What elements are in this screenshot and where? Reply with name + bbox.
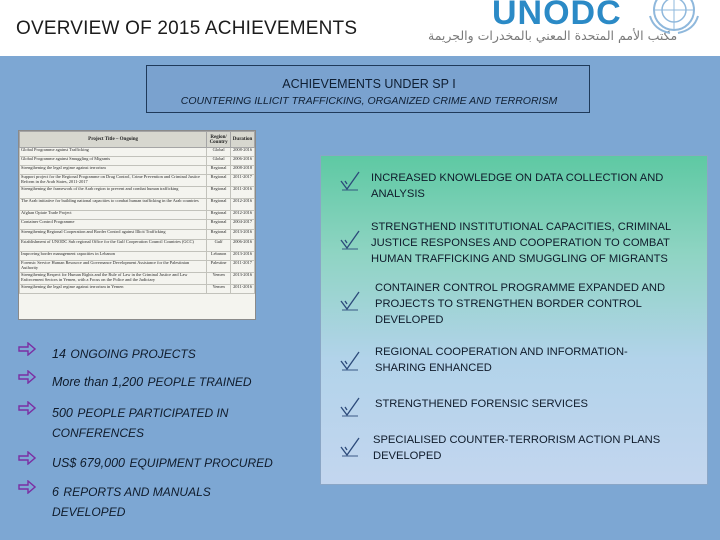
region-cell: Palestine (207, 261, 231, 273)
stat-number: 6 (52, 485, 59, 499)
table-row (20, 166, 255, 175)
region-cell: Regional (207, 199, 231, 211)
table-row (20, 230, 255, 240)
table-row (20, 285, 255, 294)
table-row (20, 252, 255, 261)
project-title-cell: Strengthening Regional Cooperation and Border Control against Illicit Trafficking (20, 230, 207, 240)
table-row (20, 175, 255, 187)
project-title-cell: Strengthening the legal regime against terrorism in Yemen (20, 285, 207, 294)
column-header: Duration (231, 132, 255, 148)
duration-cell: 2011-2017 (231, 261, 255, 273)
stat-number: 14 (52, 347, 66, 361)
duration-cell: 2011-2016 (231, 285, 255, 294)
checkmark-icon (339, 290, 361, 312)
table-row (20, 148, 255, 157)
sp-title: ACHIEVEMENTS UNDER SP I (282, 77, 456, 91)
region-cell: Regional (207, 187, 231, 199)
duration-cell: 2004-2017 (231, 220, 255, 230)
project-title-cell: Establishment of UNODC Sub regional Office for the Gulf Cooperation Council Countries (GCC) (20, 240, 207, 252)
achievement-text: CONTAINER CONTROL PROGRAMME EXPANDED AND PROJECTS TO STRENGTHEN BORDER CONTROL DEVELOPED (375, 282, 666, 326)
table-row (20, 157, 255, 166)
region-cell: Regional (207, 220, 231, 230)
table-row (20, 199, 255, 211)
duration-cell: 2013-2016 (231, 230, 255, 240)
project-title-cell: Strengthening Respect for Human Rights and the Rule of Law in the Criminal Justice and Law Enforcement Sectors in Yemen, with a Focus on the Police and the Judiciary (20, 273, 207, 285)
project-title-cell: Forensic Service Human Resource and Governance Development Assistance for the Palestinian Authority (20, 261, 207, 273)
project-title-cell: Support project for the Regional Programme on Drug Control, Crime Prevention and Criminal Justice Reform in the Arab States, 2011-2017 (20, 175, 207, 187)
column-header: Project Title – Ongoing (20, 132, 207, 148)
region-cell: Regional (207, 211, 231, 220)
arrow-right-icon (18, 342, 36, 356)
duration-cell: 2008-2016 (231, 148, 255, 157)
region-cell: Global (207, 157, 231, 166)
project-title-cell: Afghan Opiate Trade Project (20, 211, 207, 220)
stat-text: EQUIPMENT PROCURED (129, 456, 273, 470)
checkmark-icon (339, 436, 361, 458)
region-cell: Global (207, 148, 231, 157)
stat-text: ONGOING PROJECTS (70, 347, 196, 361)
arrow-right-icon (18, 401, 36, 415)
unodc-arabic-name: مكتب الأمم المتحدة المعني بالمخدرات والجريمة (428, 28, 678, 43)
slide-header (0, 0, 720, 56)
achievement-text: STRENGTHEND INSTITUTIONAL CAPACITIES, CRIMINAL JUSTICE RESPONSES AND COOPERATION TO COMBAT HUMAN TRAFFICKING AND SMUGGLING OF MIGRANTS (371, 221, 671, 265)
duration-cell: 2011-2017 (231, 175, 255, 187)
table-row (20, 261, 255, 273)
stat-number: More than 1,200 (52, 375, 144, 389)
checkmark-icon (339, 350, 361, 372)
duration-cell: 2006-2016 (231, 157, 255, 166)
project-title-cell: Global Programme against Trafficking (20, 148, 207, 157)
region-cell: Regional (207, 166, 231, 175)
slide-body (0, 56, 720, 540)
table-row (20, 220, 255, 230)
arrow-right-icon (18, 370, 36, 384)
duration-cell: 2011-2016 (231, 187, 255, 199)
project-title-cell: Strengthening the legal regime against terrorism (20, 166, 207, 175)
checkmark-icon (339, 396, 361, 418)
region-cell: Yemen (207, 273, 231, 285)
table-header-row (20, 132, 255, 148)
ongoing-projects-table (18, 130, 256, 320)
un-emblem-icon (640, 0, 708, 34)
region-cell: Regional (207, 175, 231, 187)
table-row (20, 240, 255, 252)
duration-cell: 2012-2016 (231, 211, 255, 220)
slide-title: OVERVIEW OF 2015 ACHIEVEMENTS (16, 18, 358, 39)
achievement-text: STRENGTHENED FORENSIC SERVICES (375, 398, 589, 410)
project-title-cell: The Arab initiative for building national capacities to combat human trafficking in the Arab countries (20, 199, 207, 211)
stat-number: 500 (52, 406, 73, 420)
checkmark-icon (339, 170, 361, 192)
project-title-cell: Strengthening the framework of the Arab region to prevent and combat human trafficking (20, 187, 207, 199)
achievement-text: REGIONAL COOPERATION AND INFORMATION-SHARING ENHANCED (375, 346, 628, 374)
sp-subtitle: COUNTERING ILLICIT TRAFFICKING, ORGANIZED CRIME AND TERRORISM (180, 95, 558, 107)
stat-text: PEOPLE TRAINED (147, 375, 252, 389)
table-body (20, 148, 255, 294)
region-cell: Yemen (207, 285, 231, 294)
duration-cell: 2008-2018 (231, 166, 255, 175)
region-cell: Lebanon (207, 252, 231, 261)
project-title-cell: Container Control Programme (20, 220, 207, 230)
sp-heading-box (146, 65, 590, 113)
stat-number: US$ 679,000 (52, 456, 125, 470)
region-cell: Gulf (207, 240, 231, 252)
duration-cell: 2006-2016 (231, 240, 255, 252)
arrow-right-icon (18, 451, 36, 465)
duration-cell: 2012-2016 (231, 199, 255, 211)
project-title-cell: Global Programme against Smuggling of Migrants (20, 157, 207, 166)
achievements-panel (320, 155, 708, 485)
table-row (20, 211, 255, 220)
unodc-logo: UNODC (492, 0, 622, 32)
table-row (20, 187, 255, 199)
stat-text: REPORTS AND MANUALS DEVELOPED (52, 485, 211, 519)
region-cell: Regional (207, 230, 231, 240)
project-title-cell: Improving border management capacities in Lebanon (20, 252, 207, 261)
duration-cell: 2013-2016 (231, 273, 255, 285)
table-row (20, 273, 255, 285)
achievement-text: INCREASED KNOWLEDGE ON DATA COLLECTION AND ANALYSIS (371, 172, 664, 200)
stat-text: PEOPLE PARTICIPATED IN CONFERENCES (52, 406, 229, 440)
column-header: Region/ Country (207, 132, 231, 148)
arrow-right-icon (18, 480, 36, 494)
checkmark-icon (339, 229, 361, 251)
achievement-text: SPECIALISED COUNTER-TERRORISM ACTION PLANS DEVELOPED (373, 434, 661, 462)
duration-cell: 2013-2016 (231, 252, 255, 261)
